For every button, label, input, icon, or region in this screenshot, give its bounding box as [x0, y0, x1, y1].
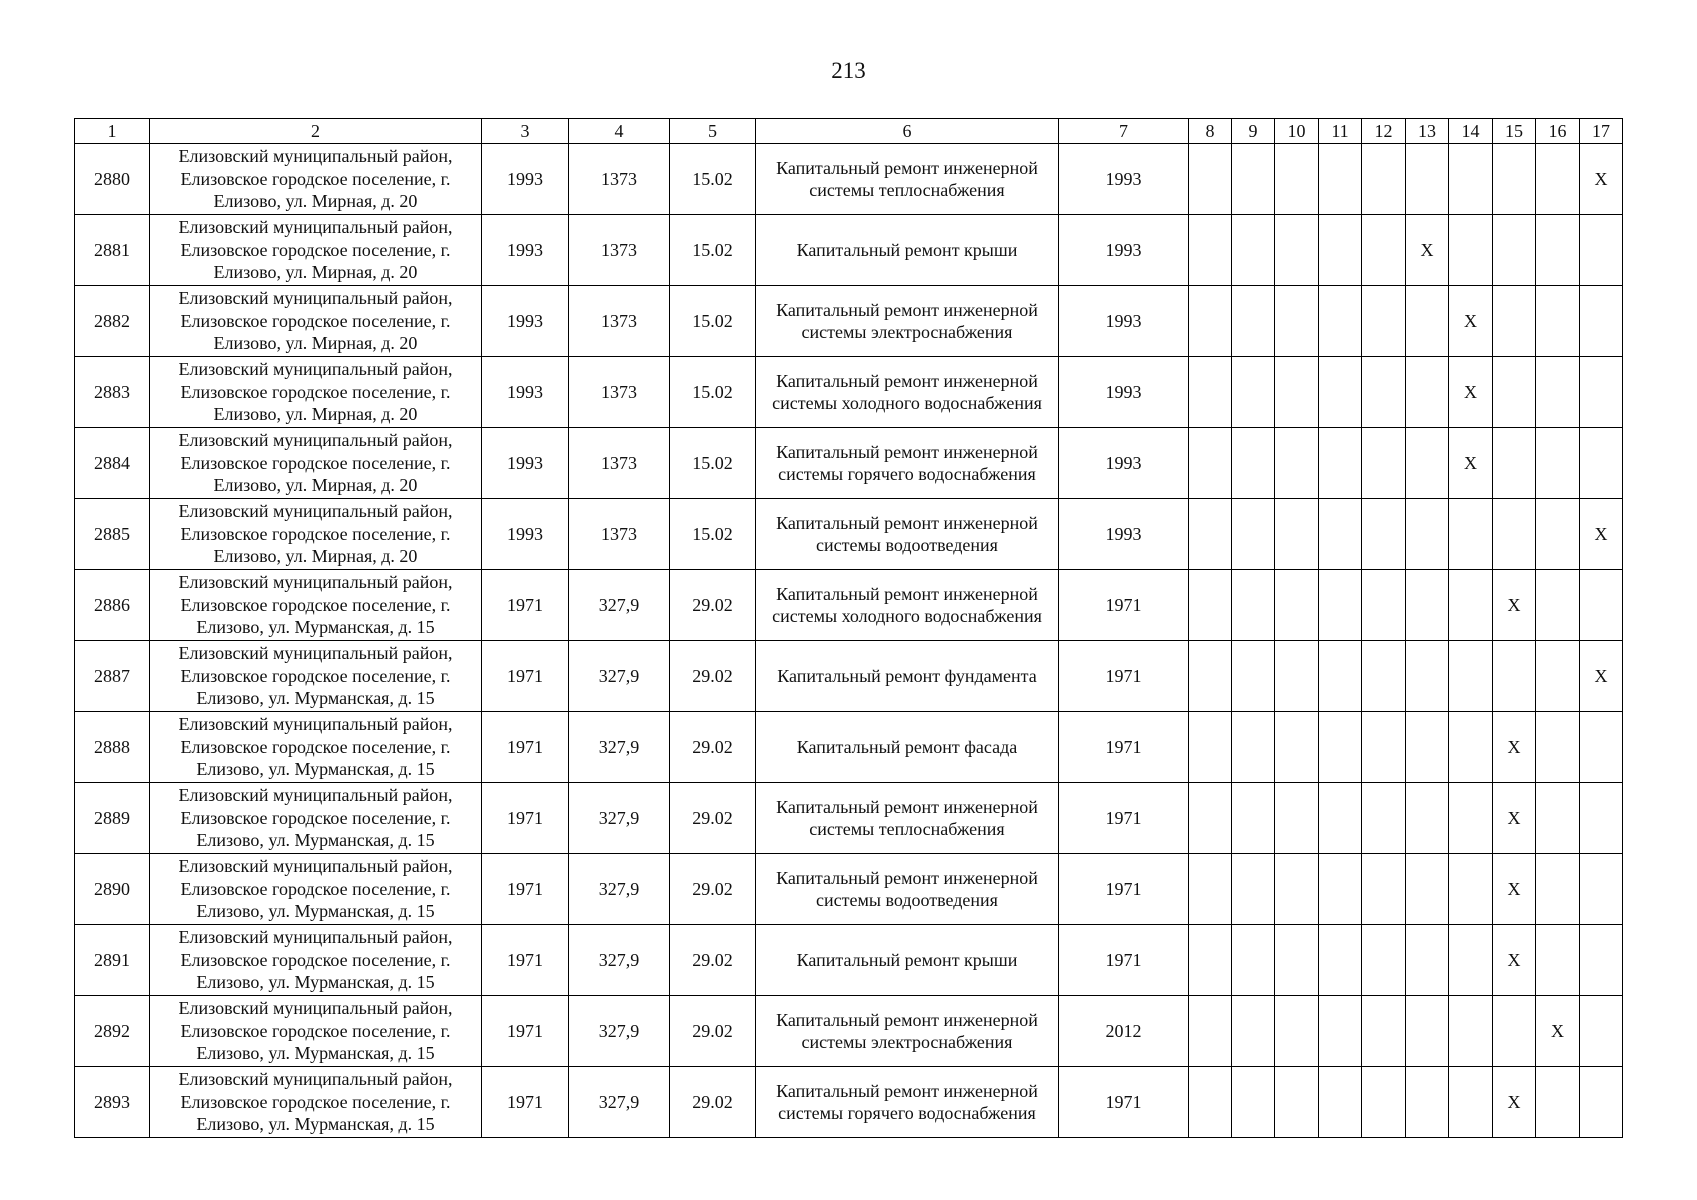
period-8-cell — [1189, 215, 1232, 286]
period-9-cell — [1232, 570, 1275, 641]
column-header-2: 2 — [150, 119, 482, 144]
area-cell: 327,9 — [569, 925, 670, 996]
period-11-cell — [1319, 1067, 1362, 1138]
period-9-cell — [1232, 925, 1275, 996]
period-15-cell — [1493, 357, 1536, 428]
period-10-cell — [1275, 499, 1319, 570]
area-cell: 1373 — [569, 499, 670, 570]
period-11-cell — [1319, 712, 1362, 783]
row-number-cell: 2886 — [75, 570, 150, 641]
period-17-cell — [1580, 286, 1623, 357]
address-cell: Елизовский муниципальный район, Елизовское городское поселение, г. Елизово, ул. Мурманская, д. 15 — [150, 1067, 482, 1138]
build-year-cell: 1971 — [482, 1067, 569, 1138]
address-cell: Елизовский муниципальный район, Елизовское городское поселение, г. Елизово, ул. Мирная, д. 20 — [150, 286, 482, 357]
area-cell: 327,9 — [569, 996, 670, 1067]
period-13-cell — [1406, 925, 1449, 996]
period-17-cell — [1580, 570, 1623, 641]
period-14-cell: X — [1449, 428, 1493, 499]
build-year-cell: 1971 — [482, 854, 569, 925]
period-8-cell — [1189, 499, 1232, 570]
period-13-cell — [1406, 641, 1449, 712]
period-8-cell — [1189, 712, 1232, 783]
table-row — [75, 428, 1623, 499]
period-8-cell — [1189, 996, 1232, 1067]
table-row — [75, 712, 1623, 783]
period-10-cell — [1275, 1067, 1319, 1138]
table-row — [75, 357, 1623, 428]
period-16-cell — [1536, 215, 1580, 286]
period-15-cell: X — [1493, 783, 1536, 854]
area-cell: 1373 — [569, 286, 670, 357]
period-11-cell — [1319, 854, 1362, 925]
period-11-cell — [1319, 570, 1362, 641]
column-header-14: 14 — [1449, 119, 1493, 144]
column-header-13: 13 — [1406, 119, 1449, 144]
period-14-cell: X — [1449, 357, 1493, 428]
column-header-8: 8 — [1189, 119, 1232, 144]
period-10-cell — [1275, 641, 1319, 712]
address-cell: Елизовский муниципальный район, Елизовское городское поселение, г. Елизово, ул. Мирная, д. 20 — [150, 144, 482, 215]
table-row — [75, 783, 1623, 854]
area-cell: 1373 — [569, 215, 670, 286]
work-type-cell: Капитальный ремонт инженерной системы электроснабжения — [756, 286, 1059, 357]
period-8-cell — [1189, 783, 1232, 854]
work-type-cell: Капитальный ремонт фасада — [756, 712, 1059, 783]
period-14-cell — [1449, 854, 1493, 925]
period-10-cell — [1275, 428, 1319, 499]
build-year-cell: 1971 — [482, 641, 569, 712]
period-8-cell — [1189, 286, 1232, 357]
period-10-cell — [1275, 144, 1319, 215]
period-14-cell — [1449, 499, 1493, 570]
code-cell: 29.02 — [670, 996, 756, 1067]
period-16-cell — [1536, 783, 1580, 854]
period-17-cell — [1580, 712, 1623, 783]
period-17-cell: X — [1580, 144, 1623, 215]
period-15-cell: X — [1493, 925, 1536, 996]
column-header-1: 1 — [75, 119, 150, 144]
period-15-cell — [1493, 286, 1536, 357]
year-cell: 1971 — [1059, 641, 1189, 712]
code-cell: 29.02 — [670, 1067, 756, 1138]
work-type-cell: Капитальный ремонт инженерной системы теплоснабжения — [756, 144, 1059, 215]
column-header-7: 7 — [1059, 119, 1189, 144]
area-cell: 327,9 — [569, 641, 670, 712]
period-16-cell — [1536, 570, 1580, 641]
year-cell: 1993 — [1059, 357, 1189, 428]
period-16-cell — [1536, 1067, 1580, 1138]
period-13-cell — [1406, 712, 1449, 783]
work-type-cell: Капитальный ремонт инженерной системы теплоснабжения — [756, 783, 1059, 854]
year-cell: 1971 — [1059, 925, 1189, 996]
table-row — [75, 570, 1623, 641]
period-16-cell — [1536, 357, 1580, 428]
period-13-cell — [1406, 854, 1449, 925]
period-15-cell — [1493, 215, 1536, 286]
row-number-cell: 2892 — [75, 996, 150, 1067]
period-15-cell — [1493, 428, 1536, 499]
work-type-cell: Капитальный ремонт инженерной системы холодного водоснабжения — [756, 357, 1059, 428]
work-type-cell: Капитальный ремонт крыши — [756, 925, 1059, 996]
year-cell: 1971 — [1059, 570, 1189, 641]
row-number-cell: 2893 — [75, 1067, 150, 1138]
period-16-cell — [1536, 286, 1580, 357]
period-12-cell — [1362, 712, 1406, 783]
period-14-cell — [1449, 144, 1493, 215]
period-8-cell — [1189, 925, 1232, 996]
period-12-cell — [1362, 357, 1406, 428]
period-11-cell — [1319, 996, 1362, 1067]
period-11-cell — [1319, 144, 1362, 215]
work-type-cell: Капитальный ремонт инженерной системы горячего водоснабжения — [756, 428, 1059, 499]
period-9-cell — [1232, 144, 1275, 215]
code-cell: 29.02 — [670, 570, 756, 641]
address-cell: Елизовский муниципальный район, Елизовское городское поселение, г. Елизово, ул. Мирная, д. 20 — [150, 499, 482, 570]
work-type-cell: Капитальный ремонт инженерной системы холодного водоснабжения — [756, 570, 1059, 641]
period-13-cell — [1406, 783, 1449, 854]
period-17-cell: X — [1580, 499, 1623, 570]
period-11-cell — [1319, 783, 1362, 854]
period-16-cell — [1536, 428, 1580, 499]
period-13-cell — [1406, 144, 1449, 215]
column-header-3: 3 — [482, 119, 569, 144]
column-header-12: 12 — [1362, 119, 1406, 144]
period-13-cell — [1406, 996, 1449, 1067]
row-number-cell: 2890 — [75, 854, 150, 925]
period-11-cell — [1319, 641, 1362, 712]
row-number-cell: 2884 — [75, 428, 150, 499]
year-cell: 1993 — [1059, 499, 1189, 570]
period-14-cell — [1449, 215, 1493, 286]
period-8-cell — [1189, 570, 1232, 641]
period-13-cell — [1406, 570, 1449, 641]
code-cell: 29.02 — [670, 641, 756, 712]
build-year-cell: 1993 — [482, 286, 569, 357]
period-12-cell — [1362, 499, 1406, 570]
year-cell: 1971 — [1059, 712, 1189, 783]
area-cell: 327,9 — [569, 854, 670, 925]
work-type-cell: Капитальный ремонт инженерной системы электроснабжения — [756, 996, 1059, 1067]
code-cell: 15.02 — [670, 428, 756, 499]
area-cell: 1373 — [569, 428, 670, 499]
build-year-cell: 1971 — [482, 570, 569, 641]
period-12-cell — [1362, 925, 1406, 996]
period-15-cell — [1493, 499, 1536, 570]
period-14-cell — [1449, 641, 1493, 712]
period-11-cell — [1319, 428, 1362, 499]
period-10-cell — [1275, 783, 1319, 854]
build-year-cell: 1993 — [482, 357, 569, 428]
period-12-cell — [1362, 215, 1406, 286]
period-15-cell: X — [1493, 854, 1536, 925]
work-type-cell: Капитальный ремонт крыши — [756, 215, 1059, 286]
year-cell: 1971 — [1059, 783, 1189, 854]
column-header-4: 4 — [569, 119, 670, 144]
period-13-cell — [1406, 286, 1449, 357]
period-8-cell — [1189, 144, 1232, 215]
build-year-cell: 1971 — [482, 996, 569, 1067]
table-row — [75, 854, 1623, 925]
work-type-cell: Капитальный ремонт фундамента — [756, 641, 1059, 712]
period-9-cell — [1232, 499, 1275, 570]
period-17-cell — [1580, 925, 1623, 996]
period-9-cell — [1232, 428, 1275, 499]
period-12-cell — [1362, 854, 1406, 925]
build-year-cell: 1971 — [482, 925, 569, 996]
period-14-cell: X — [1449, 286, 1493, 357]
period-10-cell — [1275, 854, 1319, 925]
address-cell: Елизовский муниципальный район, Елизовское городское поселение, г. Елизово, ул. Мурманская, д. 15 — [150, 925, 482, 996]
address-cell: Елизовский муниципальный район, Елизовское городское поселение, г. Елизово, ул. Мурманская, д. 15 — [150, 641, 482, 712]
period-9-cell — [1232, 357, 1275, 428]
period-15-cell: X — [1493, 712, 1536, 783]
period-9-cell — [1232, 641, 1275, 712]
table-row — [75, 925, 1623, 996]
period-16-cell — [1536, 641, 1580, 712]
row-number-cell: 2882 — [75, 286, 150, 357]
period-10-cell — [1275, 996, 1319, 1067]
table-row — [75, 499, 1623, 570]
page-number: 213 — [831, 58, 866, 83]
row-number-cell: 2888 — [75, 712, 150, 783]
address-cell: Елизовский муниципальный район, Елизовское городское поселение, г. Елизово, ул. Мурманская, д. 15 — [150, 712, 482, 783]
period-12-cell — [1362, 1067, 1406, 1138]
period-10-cell — [1275, 286, 1319, 357]
area-cell: 1373 — [569, 357, 670, 428]
period-12-cell — [1362, 144, 1406, 215]
column-header-15: 15 — [1493, 119, 1536, 144]
row-number-cell: 2887 — [75, 641, 150, 712]
period-14-cell — [1449, 925, 1493, 996]
period-17-cell — [1580, 215, 1623, 286]
period-10-cell — [1275, 712, 1319, 783]
table-row — [75, 641, 1623, 712]
period-11-cell — [1319, 925, 1362, 996]
year-cell: 1971 — [1059, 1067, 1189, 1138]
area-cell: 327,9 — [569, 783, 670, 854]
period-13-cell — [1406, 357, 1449, 428]
period-12-cell — [1362, 570, 1406, 641]
period-10-cell — [1275, 215, 1319, 286]
column-header-10: 10 — [1275, 119, 1319, 144]
period-11-cell — [1319, 499, 1362, 570]
period-12-cell — [1362, 428, 1406, 499]
address-cell: Елизовский муниципальный район, Елизовское городское поселение, г. Елизово, ул. Мирная, д. 20 — [150, 428, 482, 499]
build-year-cell: 1971 — [482, 712, 569, 783]
year-cell: 1993 — [1059, 286, 1189, 357]
address-cell: Елизовский муниципальный район, Елизовское городское поселение, г. Елизово, ул. Мурманская, д. 15 — [150, 570, 482, 641]
code-cell: 29.02 — [670, 925, 756, 996]
period-9-cell — [1232, 215, 1275, 286]
area-cell: 327,9 — [569, 712, 670, 783]
period-9-cell — [1232, 1067, 1275, 1138]
period-8-cell — [1189, 357, 1232, 428]
year-cell: 1993 — [1059, 144, 1189, 215]
period-12-cell — [1362, 996, 1406, 1067]
period-8-cell — [1189, 641, 1232, 712]
period-14-cell — [1449, 712, 1493, 783]
period-13-cell — [1406, 1067, 1449, 1138]
period-8-cell — [1189, 1067, 1232, 1138]
period-15-cell: X — [1493, 1067, 1536, 1138]
code-cell: 15.02 — [670, 357, 756, 428]
period-10-cell — [1275, 357, 1319, 428]
period-15-cell — [1493, 996, 1536, 1067]
column-header-6: 6 — [756, 119, 1059, 144]
code-cell: 15.02 — [670, 499, 756, 570]
column-header-16: 16 — [1536, 119, 1580, 144]
period-17-cell: X — [1580, 641, 1623, 712]
address-cell: Елизовский муниципальный район, Елизовское городское поселение, г. Елизово, ул. Мурманская, д. 15 — [150, 783, 482, 854]
address-cell: Елизовский муниципальный район, Елизовское городское поселение, г. Елизово, ул. Мурманская, д. 15 — [150, 854, 482, 925]
code-cell: 29.02 — [670, 854, 756, 925]
year-cell: 1993 — [1059, 215, 1189, 286]
table-row — [75, 286, 1623, 357]
build-year-cell: 1993 — [482, 144, 569, 215]
period-15-cell — [1493, 144, 1536, 215]
capital-repair-table — [74, 118, 1623, 1138]
column-header-17: 17 — [1580, 119, 1623, 144]
year-cell: 1971 — [1059, 854, 1189, 925]
address-cell: Елизовский муниципальный район, Елизовское городское поселение, г. Елизово, ул. Мурманская, д. 15 — [150, 996, 482, 1067]
period-9-cell — [1232, 996, 1275, 1067]
row-number-cell: 2885 — [75, 499, 150, 570]
period-11-cell — [1319, 286, 1362, 357]
column-header-5: 5 — [670, 119, 756, 144]
period-16-cell — [1536, 144, 1580, 215]
row-number-cell: 2889 — [75, 783, 150, 854]
period-16-cell — [1536, 854, 1580, 925]
period-14-cell — [1449, 996, 1493, 1067]
build-year-cell: 1993 — [482, 428, 569, 499]
period-13-cell: X — [1406, 215, 1449, 286]
work-type-cell: Капитальный ремонт инженерной системы водоотведения — [756, 854, 1059, 925]
period-13-cell — [1406, 428, 1449, 499]
period-9-cell — [1232, 854, 1275, 925]
area-cell: 327,9 — [569, 1067, 670, 1138]
period-12-cell — [1362, 783, 1406, 854]
period-12-cell — [1362, 641, 1406, 712]
period-14-cell — [1449, 570, 1493, 641]
row-number-cell: 2883 — [75, 357, 150, 428]
period-17-cell — [1580, 357, 1623, 428]
code-cell: 15.02 — [670, 215, 756, 286]
period-15-cell: X — [1493, 570, 1536, 641]
period-8-cell — [1189, 428, 1232, 499]
period-9-cell — [1232, 286, 1275, 357]
table-row — [75, 996, 1623, 1067]
address-cell: Елизовский муниципальный район, Елизовское городское поселение, г. Елизово, ул. Мирная, д. 20 — [150, 357, 482, 428]
period-13-cell — [1406, 499, 1449, 570]
row-number-cell: 2881 — [75, 215, 150, 286]
period-11-cell — [1319, 357, 1362, 428]
year-cell: 1993 — [1059, 428, 1189, 499]
row-number-cell: 2891 — [75, 925, 150, 996]
period-8-cell — [1189, 854, 1232, 925]
work-type-cell: Капитальный ремонт инженерной системы водоотведения — [756, 499, 1059, 570]
table-row — [75, 215, 1623, 286]
column-header-11: 11 — [1319, 119, 1362, 144]
code-cell: 15.02 — [670, 286, 756, 357]
column-header-9: 9 — [1232, 119, 1275, 144]
area-cell: 1373 — [569, 144, 670, 215]
period-16-cell — [1536, 925, 1580, 996]
period-16-cell — [1536, 712, 1580, 783]
build-year-cell: 1993 — [482, 499, 569, 570]
year-cell: 2012 — [1059, 996, 1189, 1067]
table-header-row — [75, 119, 1623, 144]
period-16-cell: X — [1536, 996, 1580, 1067]
code-cell: 29.02 — [670, 712, 756, 783]
row-number-cell: 2880 — [75, 144, 150, 215]
period-17-cell — [1580, 996, 1623, 1067]
table-row — [75, 1067, 1623, 1138]
period-9-cell — [1232, 712, 1275, 783]
area-cell: 327,9 — [569, 570, 670, 641]
period-12-cell — [1362, 286, 1406, 357]
code-cell: 29.02 — [670, 783, 756, 854]
period-14-cell — [1449, 783, 1493, 854]
period-17-cell — [1580, 1067, 1623, 1138]
work-type-cell: Капитальный ремонт инженерной системы горячего водоснабжения — [756, 1067, 1059, 1138]
period-17-cell — [1580, 783, 1623, 854]
build-year-cell: 1971 — [482, 783, 569, 854]
address-cell: Елизовский муниципальный район, Елизовское городское поселение, г. Елизово, ул. Мирная, д. 20 — [150, 215, 482, 286]
period-10-cell — [1275, 570, 1319, 641]
period-15-cell — [1493, 641, 1536, 712]
period-11-cell — [1319, 215, 1362, 286]
period-17-cell — [1580, 854, 1623, 925]
table-body — [75, 144, 1623, 1138]
table-row — [75, 144, 1623, 215]
period-14-cell — [1449, 1067, 1493, 1138]
period-16-cell — [1536, 499, 1580, 570]
period-17-cell — [1580, 428, 1623, 499]
build-year-cell: 1993 — [482, 215, 569, 286]
period-10-cell — [1275, 925, 1319, 996]
code-cell: 15.02 — [670, 144, 756, 215]
period-9-cell — [1232, 783, 1275, 854]
